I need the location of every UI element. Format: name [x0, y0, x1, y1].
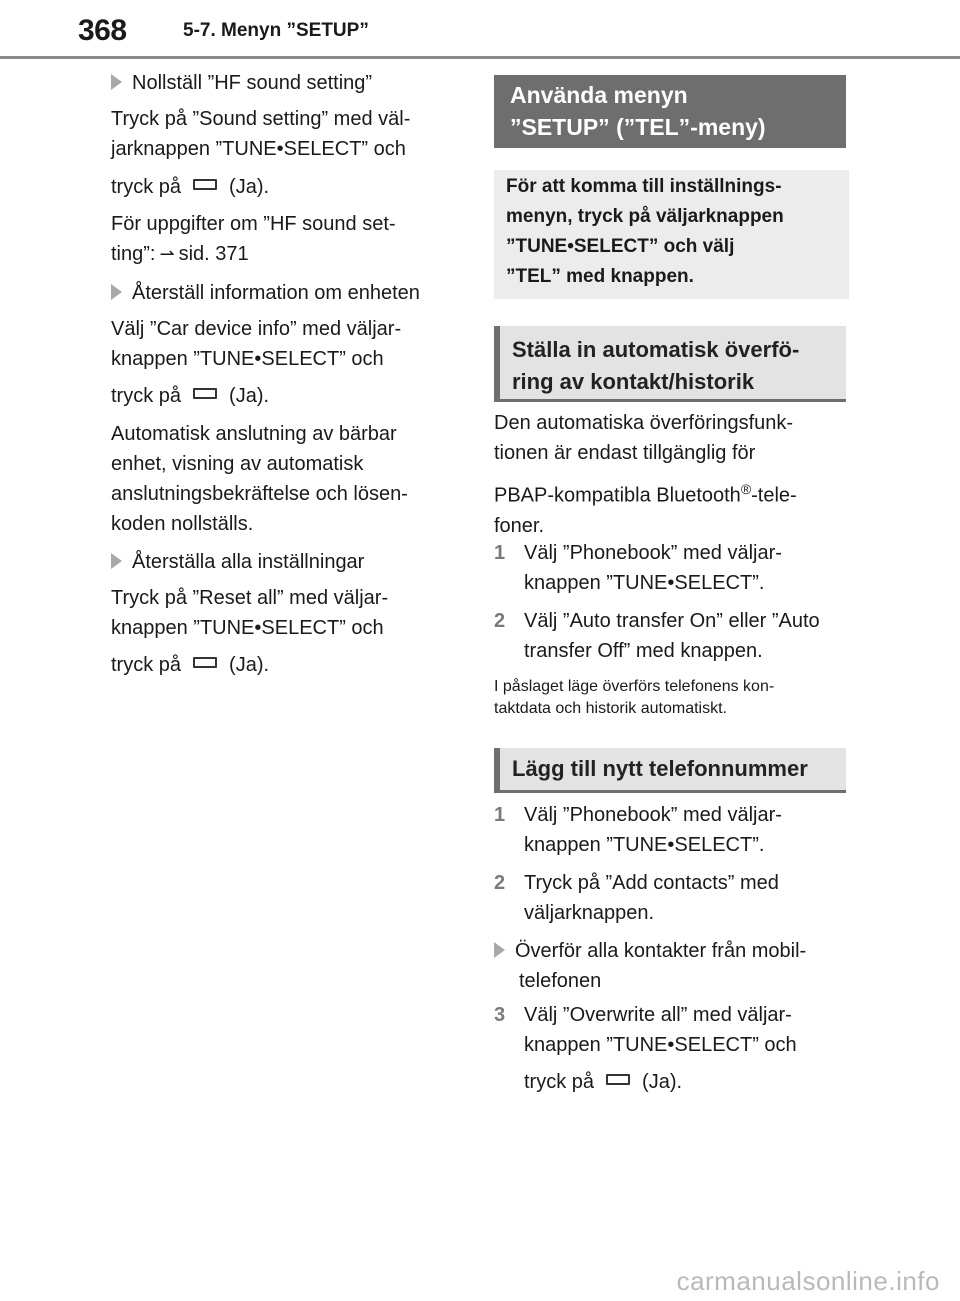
text-line: Välj ”Overwrite all” med väljar- — [524, 1004, 792, 1026]
paragraph — [111, 104, 410, 164]
header-rule — [0, 56, 960, 59]
section-heading — [494, 748, 846, 793]
triangle-bullet-icon — [111, 74, 122, 90]
text-line: tryck på — [111, 654, 182, 676]
text-line: Den automatiska överföringsfunk- — [494, 412, 794, 434]
text-line: I påslaget läge överförs telefonens kon- — [494, 678, 775, 695]
text-line: taktdata och historik automatiskt. — [494, 700, 727, 717]
text-line: -tele- — [751, 484, 797, 507]
text-line: Välj ”Phonebook” med väljar- — [524, 542, 782, 564]
text-line: Välj ”Car device info” med väljar- — [111, 318, 402, 340]
section-title: 5-7. Menyn ”SETUP” — [183, 20, 369, 41]
step-number: 1 — [494, 542, 506, 564]
page-header — [0, 0, 960, 70]
button-symbol-icon — [193, 388, 217, 399]
bullet-heading — [111, 278, 420, 308]
bullet-heading — [111, 68, 372, 98]
heading-line: Ställa in automatisk överfö- — [512, 337, 800, 362]
text-line: anslutningsbekräftelse och lösen- — [111, 483, 408, 505]
text-line: ting”: — [111, 243, 156, 265]
paragraph — [111, 314, 401, 374]
text-line: Välj ”Phonebook” med väljar- — [524, 804, 782, 826]
text-line: knappen ”TUNE•SELECT” och — [111, 348, 384, 370]
text-line: knappen ”TUNE•SELECT” och — [524, 1034, 797, 1056]
triangle-bullet-icon — [111, 553, 122, 569]
text-line: PBAP-kompatibla Bluetooth — [494, 484, 741, 507]
page-number: 368 — [78, 14, 127, 47]
bullet-heading-text: Överför alla kontakter från mobil- — [515, 940, 807, 962]
text-line: tionen är endast tillgänglig för — [494, 442, 756, 464]
text-line: knappen ”TUNE•SELECT”. — [524, 834, 765, 856]
step-number: 3 — [494, 1004, 506, 1026]
bullet-heading — [494, 936, 849, 996]
text-line: menyn, tryck på väljarknappen — [506, 206, 784, 227]
info-box — [494, 170, 849, 299]
heading-line: ”SETUP” (”TEL”-meny) — [510, 114, 766, 140]
text-line: knappen ”TUNE•SELECT” och — [111, 617, 384, 639]
text-line: tryck på — [111, 385, 182, 407]
triangle-bullet-icon — [494, 942, 505, 958]
text-line: knappen ”TUNE•SELECT”. — [524, 572, 765, 594]
heading-line: Lägg till nytt telefonnummer — [512, 756, 808, 781]
text-line: Automatisk anslutning av bärbar — [111, 423, 397, 445]
text-line: jarknappen ”TUNE•SELECT” och — [111, 138, 406, 160]
text-line: tryck på — [111, 176, 182, 198]
ja-text: (Ja). — [229, 176, 270, 198]
text-line: tryck på — [524, 1071, 595, 1093]
reference-arrow-icon: ⇀ — [159, 244, 175, 264]
text-line: ”TUNE•SELECT” och välj — [506, 236, 735, 257]
triangle-bullet-icon — [111, 284, 122, 300]
bullet-heading — [111, 547, 364, 577]
text-line: transfer Off” med knappen. — [524, 640, 763, 662]
text-line: För att komma till inställnings- — [506, 176, 782, 197]
note — [494, 676, 846, 720]
text-line: Tryck på ”Add contacts” med — [524, 872, 779, 894]
paragraph — [494, 408, 797, 541]
text-line: koden nollställs. — [111, 513, 254, 535]
heading-line: Använda menyn — [510, 82, 688, 108]
text-line: väljarknappen. — [524, 902, 655, 924]
text-line: ”TEL” med knappen. — [506, 266, 694, 287]
text-line: enhet, visning av automatisk — [111, 453, 364, 475]
button-symbol-icon — [193, 657, 217, 668]
paragraph — [111, 419, 408, 539]
text-line: Tryck på ”Sound setting” med väl- — [111, 108, 411, 130]
section-heading — [494, 326, 846, 402]
bullet-heading-text: Återställa alla inställningar — [132, 551, 365, 573]
watermark: carmanualsonline.info — [676, 1266, 940, 1296]
ja-text: (Ja). — [229, 654, 270, 676]
text-line: Tryck på ”Reset all” med väljar- — [111, 587, 389, 609]
bullet-heading-text: Nollställ ”HF sound setting” — [132, 72, 373, 94]
paragraph — [111, 209, 396, 269]
page-reference: sid. 371 — [178, 243, 249, 265]
text-line: För uppgifter om ”HF sound set- — [111, 213, 396, 235]
button-symbol-icon — [606, 1074, 630, 1085]
step-number: 1 — [494, 804, 506, 826]
step-number: 2 — [494, 872, 506, 894]
paragraph — [111, 381, 269, 411]
paragraph — [111, 583, 388, 643]
bullet-heading-text: Återställ information om enheten — [132, 282, 420, 304]
text-line: foner. — [494, 514, 545, 537]
registered-mark: ® — [740, 481, 752, 497]
text-line: Välj ”Auto transfer On” eller ”Auto — [524, 610, 820, 632]
paragraph — [111, 650, 269, 680]
ja-text: (Ja). — [229, 385, 270, 407]
paragraph — [111, 172, 269, 202]
section-heading-dark — [494, 75, 846, 148]
button-symbol-icon — [193, 179, 217, 190]
bullet-heading-text: telefonen — [519, 970, 602, 992]
heading-line: ring av kontakt/historik — [512, 369, 755, 394]
step-number: 2 — [494, 610, 506, 632]
ja-text: (Ja). — [642, 1071, 683, 1093]
